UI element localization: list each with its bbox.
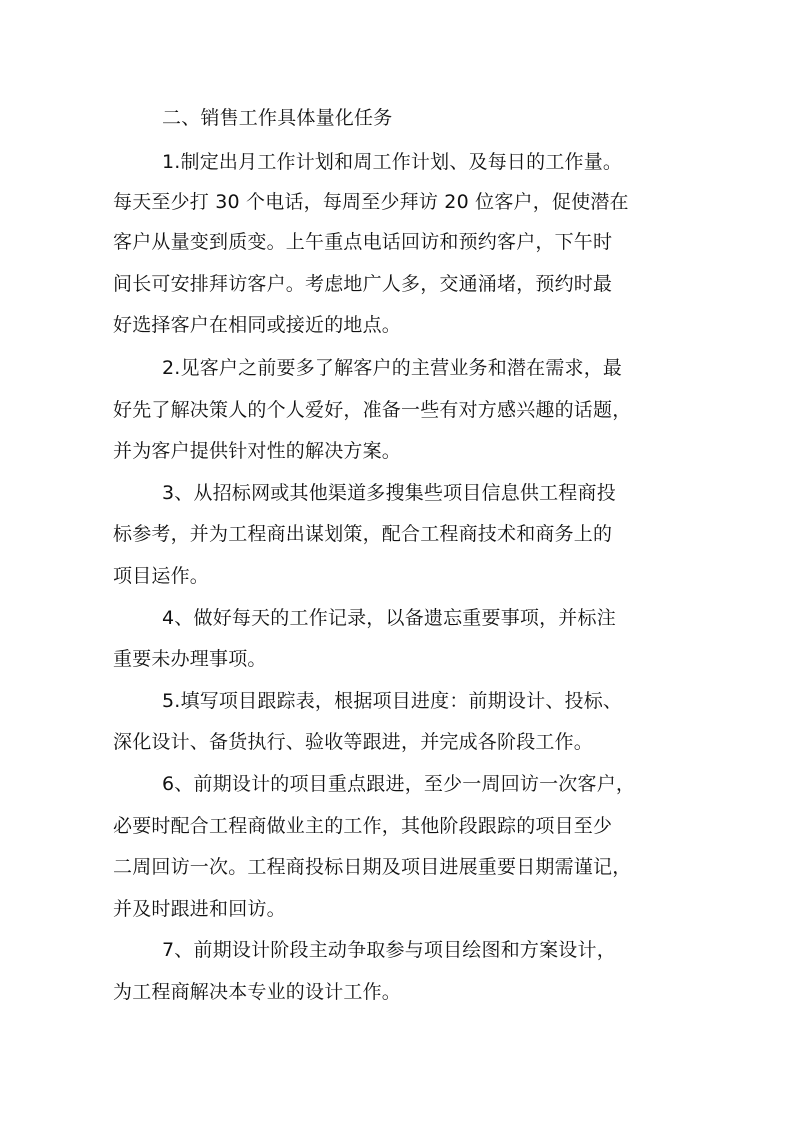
paragraph-5-line-2: 深化设计、备货执行、验收等跟进，并完成各阶段工作。 xyxy=(113,731,594,753)
section-title: 二、销售工作具体量化任务 xyxy=(162,107,393,129)
paragraph-1-line-1: 1.制定出月工作计划和周工作计划、及每日的工作量。 xyxy=(162,151,623,173)
paragraph-6-line-2: 必要时配合工程商做业主的工作，其他阶段跟踪的项目至少 xyxy=(113,815,613,837)
paragraph-1-line-2: 每天至少打 30 个电话，每周至少拜访 20 位客户，促使潜在 xyxy=(113,191,629,213)
paragraph-1-line-4: 间长可安排拜访客户。考虑地广人多，交通涌堵，预约时最 xyxy=(113,273,613,295)
paragraph-4-line-1: 4、做好每天的工作记录，以备遗忘重要事项，并标注 xyxy=(162,607,616,629)
paragraph-1-line-3: 客户从量变到质变。上午重点电话回访和预约客户，下午时 xyxy=(113,231,613,253)
paragraph-1-line-5: 好选择客户在相同或接近的地点。 xyxy=(113,314,402,336)
paragraph-5-line-1: 5.填写项目跟踪表，根据项目进度：前期设计、投标、 xyxy=(162,690,623,712)
paragraph-4-line-2: 重要未办理事项。 xyxy=(113,648,267,670)
paragraph-7-line-2: 为工程商解决本专业的设计工作。 xyxy=(113,981,402,1003)
paragraph-3-line-3: 项目运作。 xyxy=(113,565,210,587)
paragraph-3-line-2: 标参考，并为工程商出谋划策，配合工程商技术和商务上的 xyxy=(113,523,613,545)
paragraph-2-line-1: 2.见客户之前要多了解客户的主营业务和潜在需求，最 xyxy=(162,357,623,379)
paragraph-2-line-3: 并为客户提供针对性的解决方案。 xyxy=(113,440,402,462)
paragraph-3-line-1: 3、从招标网或其他渠道多搜集些项目信息供工程商投 xyxy=(162,482,616,504)
paragraph-2-line-2: 好先了解决策人的个人爱好，准备一些有对方感兴趣的话题， xyxy=(113,399,632,421)
paragraph-6-line-4: 并及时跟进和回访。 xyxy=(113,898,286,920)
paragraph-7-line-1: 7、前期设计阶段主动争取参与项目绘图和方案设计， xyxy=(162,939,616,961)
paragraph-6-line-1: 6、前期设计的项目重点跟进，至少一周回访一次客户， xyxy=(162,773,636,795)
paragraph-6-line-3: 二周回访一次。工程商投标日期及项目进展重要日期需谨记， xyxy=(113,856,632,878)
